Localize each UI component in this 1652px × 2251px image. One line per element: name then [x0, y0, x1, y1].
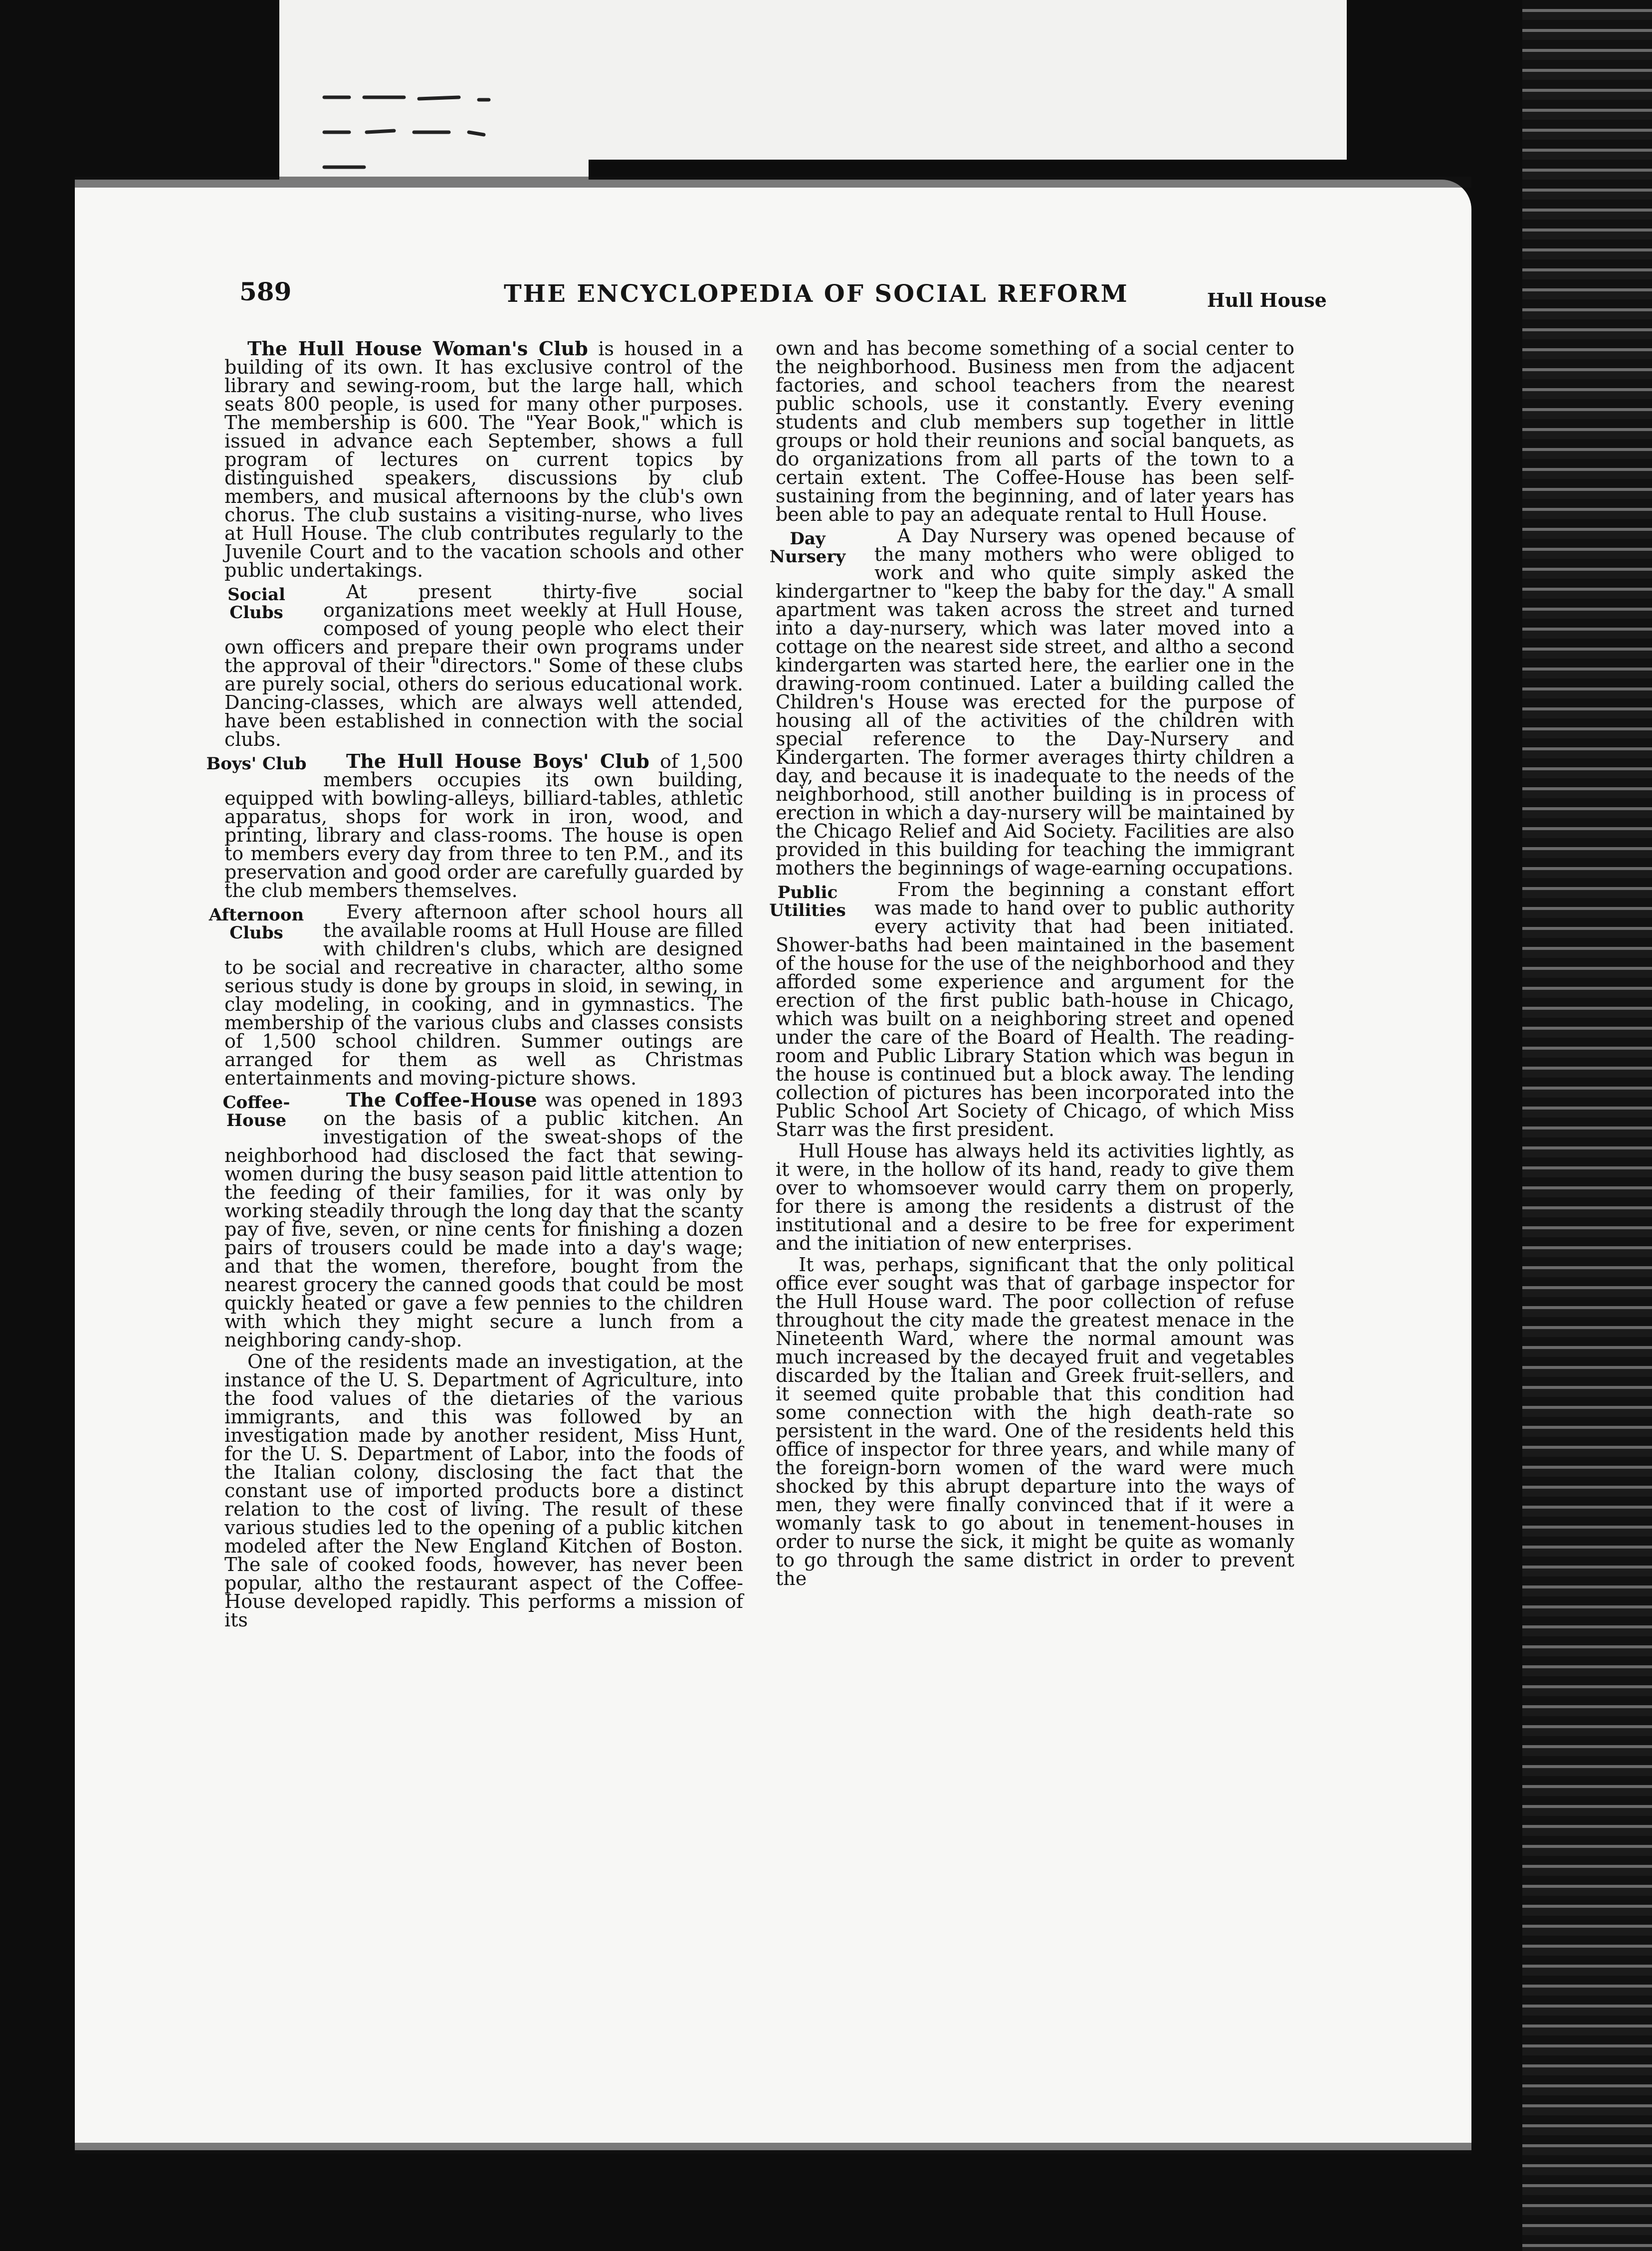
- paragraph: Day Nursery A Day Nursery was opened because of the many mothers who were obliged to work and who quite simply asked the kindergartner to "keep the baby for the day." A small apartment was taken across the street and turned into a day-nursery, which was later moved into a cottage on the nearest side street, and altho a second kindergarten was started here, the earlier one in the drawing-room continued. Later a building called the Children's House was erected for the purpose of housing all of the activities of the children with special reference to the Day-Nursery and Kindergarten. The former averages thirty children a day, and because it is inadequate to the needs of the neighborhood, still another building is in process of erection in which a day-nursery will be maintained by the Chicago Relief and Aid Society. Facilities are also provided in this building for teaching the immigrant mothers the beginnings of wage-earning occupations.: [776, 527, 1294, 878]
- lead-term: The Hull House Boys' Club: [346, 750, 649, 772]
- paragraph: It was, perhaps, significant that the only political office ever sought was that of garbage inspector for the Hull House ward. The poor collection of refuse throughout the city made the greatest menace in the Nineteenth Ward, where the normal amount was much increased by the decayed fruit and vegetables discarded by the Italian and Greek fruit-sellers, and it seemed quite probable that this condition had some connection with the high death-rate so persistent in the ward. One of the residents held this office of inspector for three years, and while many of the foreign-born women of the ward were much shocked by this abrupt departure into the ways of men, they were finally convinced that if it were a womanly task to go about in tenement-houses in order to nurse the sick, it might be quite as womanly to go through the same district in order to prevent the: [776, 1254, 1294, 1589]
- margin-heading-boys-club: Boys' Club: [206, 754, 307, 774]
- paragraph: The Hull House Woman's Club is housed in a building of its own. It has exclusive control of the library and sewing-room, but the large hall, which seats 800 people, is used for many other purposes. The membership is 600. The "Year Book," which is issued in advance each September, shows a full program of lectures on current topics by distinguished speakers, discussions by club members, and musical afternoons by the club's own chorus. The club sustains a visiting-nurse, who lives at Hull House. The club contributes regularly to the Juvenile Court and to the vacation schools and other public undertakings.: [224, 337, 743, 581]
- lead-term: The Hull House Woman's Club: [247, 337, 588, 360]
- margin-heading-social-clubs: Social Clubs: [227, 585, 285, 623]
- paragraph: One of the residents made an investigation, at the instance of the U. S. Department of Agriculture, into the food values of the dietaries of the various immigrants, and this was followed by an investigation made by another resident, Miss Hunt, for the U. S. Department of Labor, into the foods of the Italian colony, disclosing the fact that the constant use of imported products bore a distinct relation to the cost of living. The result of these various studies led to the opening of a public kitchen modeled after the New England Kitchen of Boston. The sale of cooked foods, however, has never been popular, altho the restaurant aspect of the Coffee-House developed rapidly. This performs a mission of its: [224, 1351, 743, 1631]
- page-title: THE ENCYCLOPEDIA OF SOCIAL REFORM: [504, 280, 1129, 308]
- paragraph: Hull House has always held its activities lightly, as it were, in the hollow of its hand, ready to give them over to whomsoever would carry them on properly, for there is among the residents a distrust of the institutional and a desire to be free for experiment and the initiation of new enterprises.: [776, 1140, 1294, 1254]
- margin-heading-public-utilities: Public Utilities: [769, 883, 846, 920]
- tab-scribble-graphic: [319, 85, 559, 185]
- scan-streak-top: [75, 177, 1471, 188]
- page-number: 589: [239, 277, 292, 306]
- scan-streak-bottom: [75, 2143, 1471, 2154]
- paragraph: own and has become something of a social center to the neighborhood. Business men from the adjacent factories, and school teachers from the nearest public schools, use it constantly. Every evening students and club members sup together in little groups or hold their reunions and social banquets, as do organizations from all parts of the town to a certain extent. The Coffee-House has been self-sustaining from the beginning, and of later years has been able to pay an adequate rental to Hull House.: [776, 337, 1294, 525]
- paragraph: Afternoon Clubs Every afternoon after school hours all the available rooms at Hull House are filled with children's clubs, which are designed to be social and recreative in character, altho some serious study is done by groups in sloid, in sewing, in clay modeling, in cooking, and in gymnastics. The membership of the various clubs and classes consists of 1,500 school children. Summer outings are arranged for them as well as Christmas entertainments and moving-picture shows.: [224, 903, 743, 1088]
- text-column-right: [769, 337, 1294, 1986]
- text-column-left: [206, 337, 743, 1986]
- paragraph: Coffee-House The Coffee-House was opened in 1893 on the basis of a public kitchen. An investigation of the sweat-shops of the neighborhood had disclosed the fact that sewing-women during the busy season paid little attention to the feeding of their families, for it was only by working steadily through the long day that the scanty pay of five, seven, or nine cents for finishing a dozen pairs of trousers could be made into a day's wage; and that the women, therefore, bought from the nearest grocery the canned goods that could be most quickly heated or gave a few pennies to the children with which they might secure a lunch from a neighboring candy-shop.: [224, 1091, 743, 1350]
- paragraph: Public Utilities From the beginning a constant effort was made to hand over to public authority every activity that had been initiated. Shower-baths had been maintained in the basement of the house for the use of the neighborhood and they afforded some experience and argument for the erection of the first public bath-house in Chicago, which was built on a neighboring street and opened under the care of the Board of Health. The reading-room and Public Library Station which was begun in the house is continued but a block away. The lending collection of pictures has been incorporated into the Public School Art Society of Chicago, of which Miss Starr was the first president.: [776, 881, 1294, 1139]
- margin-heading-afternoon-clubs: Afternoon Clubs: [208, 905, 304, 943]
- running-head: Hull House: [1207, 289, 1327, 311]
- scan-edge-right: [1522, 0, 1652, 2251]
- scan-tab-right: [589, 0, 1347, 160]
- paragraph: Social Clubs At present thirty-five social organizations meet weekly at Hull House, composed of young people who elect their own officers and prepare their own programs under the approval of their "directors." Some of these clubs are purely social, others do serious educational work. Dancing-classes, which are always well attended, have been established in connection with the social clubs.: [224, 583, 743, 749]
- lead-term: The Coffee-House: [346, 1089, 537, 1111]
- paragraph: Boys' Club The Hull House Boys' Club of 1,500 members occupies its own building, equipped with bowling-alleys, billiard-tables, athletic apparatus, shops for work in iron, wood, and printing, library and class-rooms. The house is open to members every day from three to ten P.M., and its preservation and good order are carefully guarded by the club members themselves.: [224, 752, 743, 900]
- margin-heading-coffee-house: Coffee-House: [222, 1093, 290, 1130]
- margin-heading-day-nursery: Day Nursery: [769, 529, 846, 567]
- page-header: [239, 277, 1327, 312]
